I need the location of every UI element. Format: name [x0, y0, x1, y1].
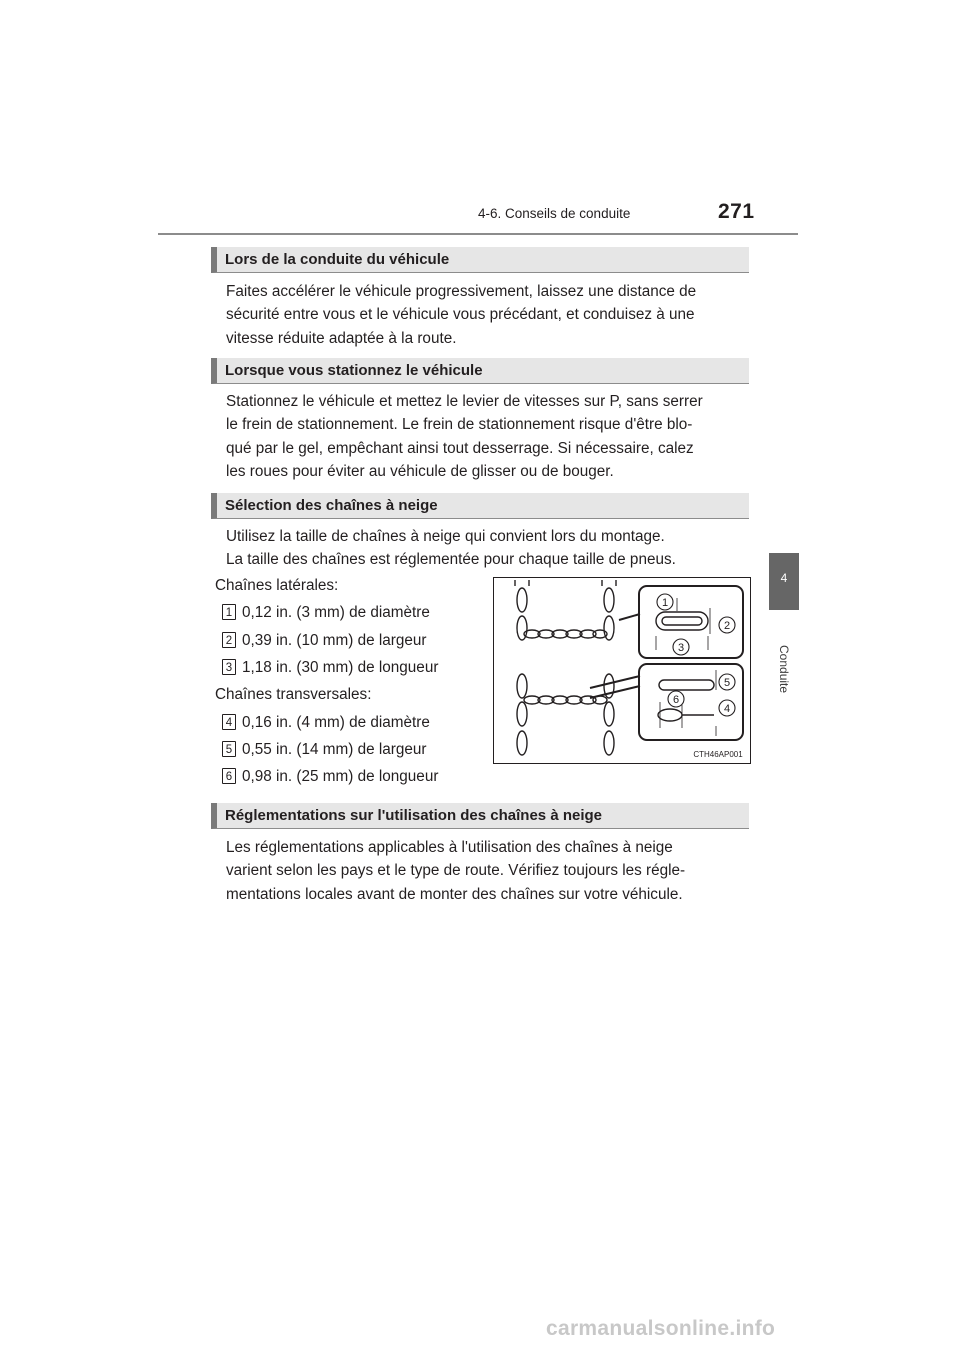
text-line: qué par le gel, empêchant ainsi tout desserrage. Si nécessaire, calez: [226, 439, 694, 457]
callout-label-1: 1: [661, 597, 669, 609]
callout-number: 5: [222, 741, 236, 757]
cross-chains-title: Chaînes transversales:: [215, 686, 372, 703]
heading-text: Réglementations sur l'utilisation des chaînes à neige: [225, 807, 602, 824]
chain-illustration: [494, 578, 750, 763]
section-heading: [211, 247, 749, 273]
page-number: 271: [718, 200, 755, 223]
text-line: Faites accélérer le véhicule progressivement, laissez une distance de: [226, 283, 697, 300]
callout-label-4: 4: [723, 703, 731, 715]
text-line: mentations locales avant de monter des chaînes sur votre véhicule.: [226, 885, 683, 903]
text-line: Utilisez la taille de chaînes à neige qui convient lors du montage.: [226, 528, 665, 545]
text-line: Stationnez le véhicule et mettez le levier de vitesses sur P, sans serrer: [226, 393, 703, 410]
callout-number: 2: [222, 632, 236, 648]
paragraph: [226, 280, 746, 350]
snow-chain-diagram: [493, 577, 751, 764]
heading-text: Sélection des chaînes à neige: [225, 497, 438, 514]
text-line: La taille des chaînes est réglementée pour chaque taille de pneus.: [226, 551, 676, 569]
text-line: vitesse réduite adaptée à la route.: [226, 329, 457, 347]
text-line: les roues pour éviter au véhicule de glisser ou de bouger.: [226, 463, 614, 481]
heading-text: Lors de la conduite du véhicule: [225, 251, 450, 268]
paragraph: [226, 525, 746, 572]
header-divider: [158, 233, 798, 235]
section-heading: [211, 358, 749, 384]
text-line: Les réglementations applicables à l'utilisation des chaînes à neige: [226, 839, 673, 856]
paragraph: [226, 390, 746, 484]
callout-number: 3: [222, 659, 236, 675]
spec-item: 6 0,98 in. (25 mm) de longueur: [222, 768, 438, 786]
callout-number: 6: [222, 768, 236, 784]
section-heading: [211, 803, 749, 829]
text-line: varient selon les pays et le type de route. Vérifiez toujours les régle-: [226, 862, 686, 880]
callout-number: 4: [222, 714, 236, 730]
side-chains-title: Chaînes latérales:: [215, 577, 339, 594]
chapter-tab: [769, 553, 799, 610]
callout-label-5: 5: [723, 677, 731, 689]
section-title: 4-6. Conseils de conduite: [478, 206, 631, 221]
figure-code: CTH46AP001: [693, 750, 743, 759]
chapter-label: Conduite: [777, 645, 791, 694]
chapter-number: 4: [780, 571, 788, 585]
callout-label-2: 2: [723, 620, 731, 632]
spec-item: 4 0,16 in. (4 mm) de diamètre: [222, 714, 430, 732]
heading-text: Lorsque vous stationnez le véhicule: [225, 362, 483, 379]
watermark-text: carmanualsonline.info: [546, 1317, 776, 1340]
spec-item: 5 0,55 in. (14 mm) de largeur: [222, 741, 427, 759]
spec-item: 1 0,12 in. (3 mm) de diamètre: [222, 604, 430, 622]
section-heading: [211, 493, 749, 519]
text-line: sécurité entre vous et le véhicule vous précédant, et conduisez à une: [226, 306, 695, 324]
callout-number: 1: [222, 604, 236, 620]
callout-label-6: 6: [672, 694, 680, 706]
paragraph: [226, 836, 746, 906]
text-line: le frein de stationnement. Le frein de stationnement risque d'être blo-: [226, 416, 693, 434]
spec-item: 3 1,18 in. (30 mm) de longueur: [222, 659, 438, 677]
callout-label-3: 3: [677, 642, 685, 654]
spec-item: 2 0,39 in. (10 mm) de largeur: [222, 632, 427, 650]
